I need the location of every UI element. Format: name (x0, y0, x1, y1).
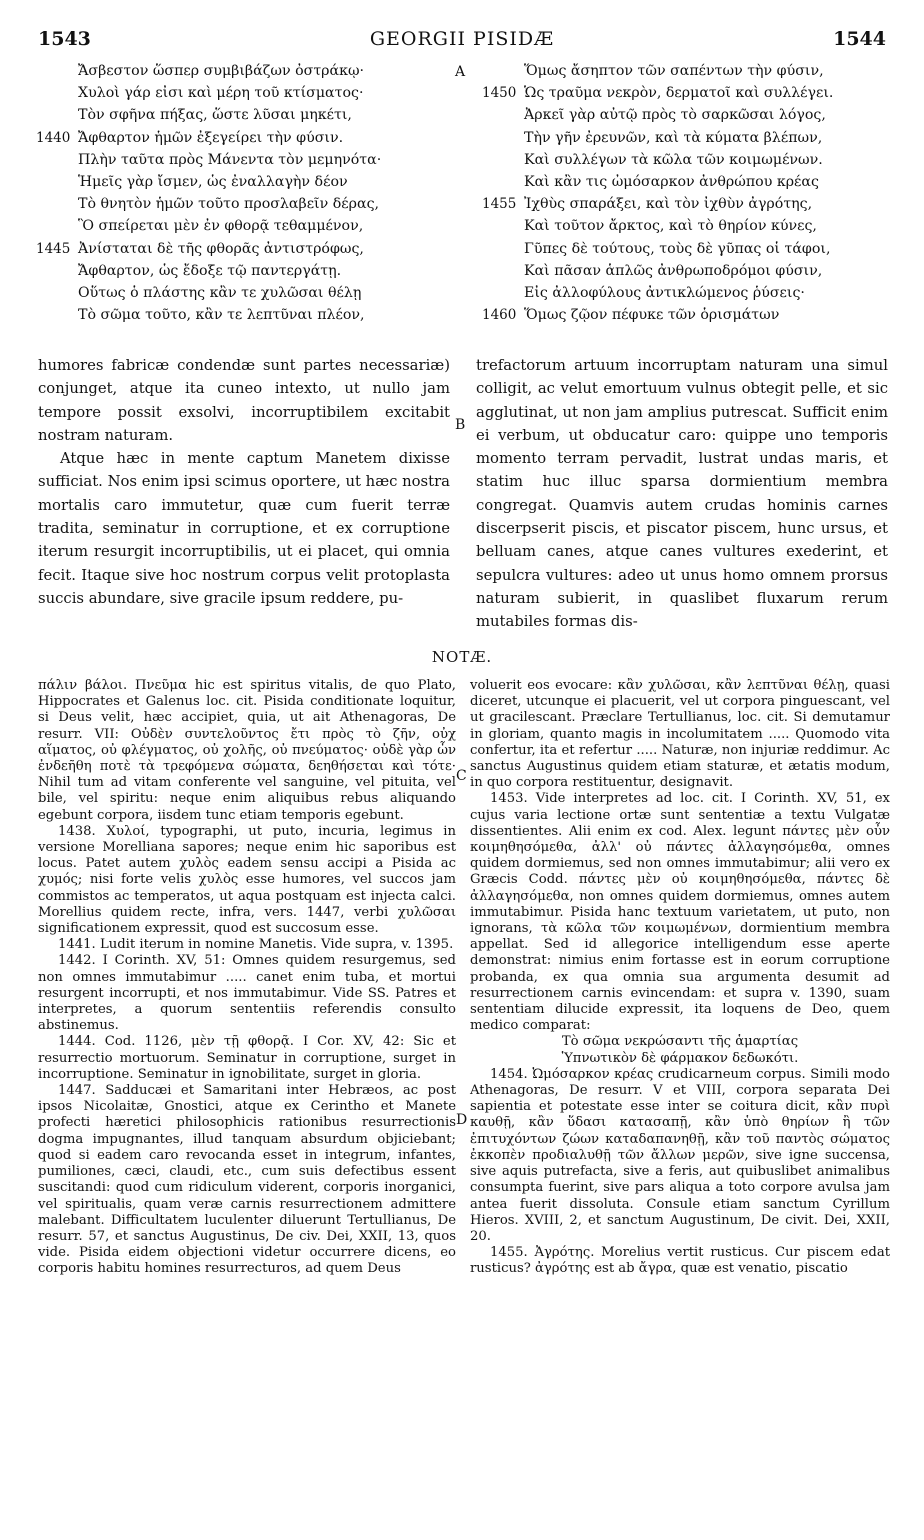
page-number-right: 1544 (833, 28, 886, 50)
verse-text: Τὸν σφῆνα πήξας, ὥστε λῦσαι μηκέτι, (78, 107, 352, 124)
latin-translation-right (476, 354, 888, 634)
note-paragraph: 1454. Ὠμόσαρκον κρέας crudicarneum corpus. Simili modo Athenagoras, De resurr. V et VIII, corpora separata Dei sapientia et potestate esse inter se coitura dicit, κἂν πυρὶ καυθῇ, κἂν ὕδασι κατασαπῇ, κἂν ὑπὸ θηρίων ἢ τῶν ἐπιτυχόντων ζώων καταδαπανηθῇ, κἂν τοῦ παντὸς σώματος ἐκκοπὲν προδιαλυθῇ τῶν ἄλλων μερῶν, sive igne succensa, sive aquis putrefacta, sive a feris, aut quibuslibet animalibus consumpta fuerint, sive pars aliqua a toto corpore avulsa jam antea fuerit dissoluta. Consule etiam sanctum Cyrillum Hieros. XVIII, 2, et sanctum Augustinum, De civit. Dei, XXII, 20. (470, 1066, 890, 1244)
verse-text: Ἰχθὺς σπαράξει, καὶ τὸν ἰχθὺν ἀγρότης, (524, 196, 813, 213)
margin-mark-a: A (455, 64, 466, 80)
note-quotation: Ὑπνωτικὸν δὲ φάρμακον δεδωκότι. (561, 1050, 799, 1066)
verse-line (36, 127, 456, 149)
verse-number: 1460 (482, 307, 517, 324)
latin-paragraph: humores fabricæ condendæ sunt partes necessariæ) conjunget, atque ita cuneo intexto, ut nullo jam tempore possit exsolvi, incorruptibilem excitabit nostram naturam. (38, 357, 450, 444)
verse-text: Πλὴν ταῦτα πρὸς Μάνεντα τὸν μεμηνότα· (78, 151, 382, 168)
verse-line (482, 171, 902, 193)
latin-translation-left (38, 354, 450, 610)
verse-line (482, 260, 902, 282)
verse-line (36, 193, 456, 215)
verse-line (482, 282, 902, 304)
verse-number: 1440 (36, 129, 71, 146)
verse-text: Ἀρκεῖ γὰρ αὐτῷ πρὸς τὸ σαρκῶσαι λόγος, (524, 107, 826, 124)
verse-line (36, 104, 456, 126)
verse-text: Τὸ θνητὸν ἡμῶν τοῦτο προσλαβεῖν δέρας, (78, 196, 380, 213)
margin-mark-c: C (456, 768, 467, 784)
greek-verses-right (482, 60, 902, 326)
verse-line (36, 82, 456, 104)
notes-heading: NOTÆ. (431, 648, 493, 666)
verse-text: Ἄφθαρτον ἡμῶν ἐξεγείρει τὴν φύσιν. (78, 129, 344, 146)
verse-line (482, 82, 902, 104)
verse-text: Οὕτως ὁ πλάστης κἂν τε χυλῶσαι θέλῃ (78, 285, 362, 302)
verse-line (482, 149, 902, 171)
verse-line (36, 149, 456, 171)
verse-number: 1445 (36, 240, 71, 257)
verse-line (482, 215, 902, 237)
verse-text: Εἰς ἀλλοφύλους ἀντικλώμενος ῥύσεις· (524, 285, 805, 302)
verse-text: Καὶ κἂν τις ὠμόσαρκον ἀνθρώπου κρέας (524, 174, 819, 191)
verse-text: Τὸ σῶμα τοῦτο, κἂν τε λεπτῦναι πλέον, (78, 307, 365, 324)
verse-line (482, 60, 902, 82)
greek-verses-left (36, 60, 456, 326)
verse-text: Γῦπες δὲ τούτους, τοὺς δὲ γῦπας οἱ τάφοι, (524, 240, 831, 257)
verse-line (36, 215, 456, 237)
verse-text: Ἀνίσταται δὲ τῆς φθορᾶς ἀντιστρόφως, (78, 240, 364, 257)
note-paragraph: 1447. Sadducæi et Samaritani inter Hebræos, ac post ipsos Nicolaitæ, Gnostici, atque ex Cerintho et Manete profecti hæretici philosophicis rationibus resurrectionis dogma impugnantes, illud tanquam absurdum objiciebant; quod si eadem caro revocanda esset in integrum, infantes, pumiliones, cæci, claudi, etc., cum suis defectibus essent suscitandi: quod cum ridiculum viderent, corporis inorganici, vel spiritualis, quam veræ carnis resurrectionem admittere malebant. Difficultatem luculenter diluerunt Tertullianus, De resurr. 57, et sanctus Augustinus, De civ. Dei, XXII, 13, quos vide. Pisida eidem objectioni videtur occurrere dicens, eo corporis habitu homines resurrecturos, ad quem Deus (38, 1083, 456, 1277)
verse-text: Τὴν γῆν ἐρευνῶν, καὶ τὰ κύματα βλέπων, (524, 129, 823, 146)
note-paragraph: voluerit eos evocare: κἂν χυλῶσαι, κἂν λεπτῦναι θέλῃ, quasi diceret, utcunque ei placuerit, vel ut corpora pinguescant, vel ut gracilescant. Præclare Tertullianus, loc. cit. Si demutamur in gloriam, quanto magis in incolumitatem ..... Quomodo vita confertur, ita et refertur ..... Naturæ, non injuriæ reddimur. Ac sanctus Augustinus quidem etiam staturæ, et ætatis modum, in quo corpora restituentur, designavit. (470, 678, 890, 791)
verse-text: Καὶ πᾶσαν ἁπλῶς ἀνθρωποδρόμοι φύσιν, (524, 262, 823, 279)
verse-text: Ὅμως ζῷον πέφυκε τῶν ὁρισμάτων (524, 307, 780, 324)
verse-text: Καὶ τοῦτον ἄρκτος, καὶ τὸ θηρίον κύνες, (524, 218, 817, 235)
verse-text: Ἄφθαρτον, ὡς ἔδοξε τῷ παντεργάτῃ. (78, 262, 342, 279)
verse-number: 1450 (482, 85, 517, 102)
verse-line (36, 60, 456, 82)
verse-line (482, 104, 902, 126)
verse-number: 1455 (482, 196, 517, 213)
note-paragraph: 1453. Vide interpretes ad loc. cit. I Corinth. XV, 51, ex cujus varia lectione ortæ sunt sententiæ a textu Vulgatæ dissentientes. Alii enim ex cod. Alex. legunt πάντες μὲν οὖν κοιμηθησόμεθα, ἀλλ' οὐ πάντες ἀλλαγησόμεθα, omnes quidem dormiemus, sed non omnes immutabimur; alii vero ex Græcis Codd. πάντες μὲν οὐ κοιμηθησόμεθα, πάντες δὲ ἀλλαγησόμεθα, non omnes quidem dormiemus, omnes autem immutabimur. Pisida hanc textuum varietatem, ut puto, non ignorans, τὰ κῶλα τῶν κοιμωμένων, dormientium membra appellat. Sed id allegorice intelligendum esse aperte demonstrat: nimius enim fortasse est in eorum corruptione probanda, ex qua omnia sua argumenta desumit ad resurrectionem carnis evincendam: et supra v. 1390, suam sententiam dilucide expressit, ita loquens de Deo, quem medico comparat: (470, 791, 890, 1034)
verse-line (482, 127, 902, 149)
margin-mark-b: B (455, 417, 466, 433)
verse-text: Ἄσβεστον ὥσπερ συμβιβάζων ὀστράκῳ· (78, 63, 365, 79)
verse-line (482, 238, 902, 260)
verse-line (482, 304, 902, 326)
note-paragraph: 1441. Ludit iterum in nomine Manetis. Vide supra, v. 1395. (58, 937, 454, 953)
note-paragraph: 1442. I Corinth. XV, 51: Omnes quidem resurgemus, sed non omnes immutabimur ..... canet enim tuba, et mortui resurgent incorrupti, et nos immutabimur. Vide SS. Patres et interpretes, a quorum sententiis referendis consulto abstinemus. (38, 953, 456, 1034)
verse-text: Ἡμεῖς γὰρ ἴσμεν, ὡς ἐναλλαγὴν δέον (78, 174, 348, 191)
verse-text: Ὃ σπείρεται μὲν ἐν φθορᾷ τεθαμμένον, (78, 218, 364, 235)
margin-mark-d: D (456, 1112, 468, 1128)
page-number-left: 1543 (38, 28, 91, 50)
verse-line (36, 238, 456, 260)
verse-line (36, 260, 456, 282)
verse-line (482, 193, 902, 215)
verse-text: Ὡς τραῦμα νεκρὸν, δερματοῖ καὶ συλλέγει. (524, 85, 834, 102)
page-header (0, 28, 924, 58)
note-paragraph: 1455. Ἀγρότης. Morelius vertit rusticus. Cur piscem edat rusticus? ἀγρότης est ab ἄγρα, quæ est venatio, piscatio (470, 1245, 890, 1277)
latin-paragraph: Atque hæc in mente captum Manetem dixisse sufficiat. Nos enim ipsi scimus oportere, ut hæc nostra mortalis caro immutetur, quæ cum fuerit terræ tradita, seminatur in corruptione, et ex corruptione iterum resurgit incorruptibilis, ut ei placet, qui omnia fecit. Itaque sive hoc nostrum corpus velit protoplasta succis abundare, sive gracile ipsum reddere, pu- (38, 450, 450, 607)
note-paragraph: 1444. Cod. 1126, μὲν τῇ φθορᾷ. I Cor. XV, 42: Sic et resurrectio mortuorum. Seminatur in corruptione, surget in incorruptione. Seminatur in ignobilitate, surget in gloria. (38, 1034, 456, 1082)
notes-right-column (470, 678, 890, 1278)
verse-text: Καὶ συλλέγων τὰ κῶλα τῶν κοιμωμένων. (524, 151, 823, 168)
verse-text: Χυλοὶ γάρ εἰσι καὶ μέρη τοῦ κτίσματος· (78, 85, 364, 102)
note-quotation: Τὸ σῶμα νεκρώσαντι τῆς ἁμαρτίας (561, 1034, 799, 1050)
verse-text: Ὅμως ἄσηπτον τῶν σαπέντων τὴν φύσιν, (524, 63, 824, 79)
latin-paragraph: trefactorum artuum incorruptam naturam una simul colligit, ac velut emortuum vulnus obtegit pelle, et sic agglutinat, ut non jam amplius putrescat. Sufficit enim ei verbum, ut obducatur caro: quippe uno temporis momento terram pervadit, lustrat undas maris, et statim huc illuc sparsa dormientium membra congregat. Quamvis autem crudas hominis carnes discerpserit piscis, et piscator piscem, hunc ursus, et belluam canes, atque canes vultures exederint, et sepulcra vultures: adeo ut unus homo omnem prorsus naturam subierit, in quaslibet fluxarum rerum mutabiles formas dis- (476, 357, 888, 631)
verse-line (36, 171, 456, 193)
running-title: GEORGII PISIDÆ (369, 28, 555, 50)
note-paragraph: 1438. Χυλοί, typographi, ut puto, incuria, legimus in versione Morelliana sapores; neque enim hic saporibus est locus. Patet autem χυλὸς eadem sensu accipi a Pisida ac χυμός; nisi forte velis χυλὸς esse humores, vel succos jam commistos ac temperatos, ut aqua postquam est injecta calci. Morellius quidem recte, infra, vers. 1447, verbi χυλῶσαι significationem expressit, quod est succosum esse. (38, 823, 456, 937)
verse-line (36, 282, 456, 304)
notes-left-column (38, 678, 456, 1278)
note-paragraph: πάλιν βάλοι. Πνεῦμα hic est spiritus vitalis, de quo Plato, Hippocrates et Galenus loc. cit. Pisida conditionate loquitur, si Deus velit, hæc accipiet, quia, ut ait Athenagoras, De resurr. VII: Οὐδὲν συντελοῦντος ἔτι πρὸς τὸ ζῆν, οὐχ αἵματος, οὐ φλέγματος, οὐ χολῆς, οὐ πνεύματος· οὐδὲ γὰρ ὧν ἐνδεῆθη ποτὲ τὰ τρεφόμενα σώματα, δεηθήσεται καὶ τότε· Nihil tum ad vitam conferente vel sanguine, vel pituita, vel bile, vel spiritu: neque enim aliquibus rebus aliquando egebunt corpora, iisdem tunc etiam temporis egebunt. (38, 678, 456, 823)
verse-line (36, 304, 456, 326)
